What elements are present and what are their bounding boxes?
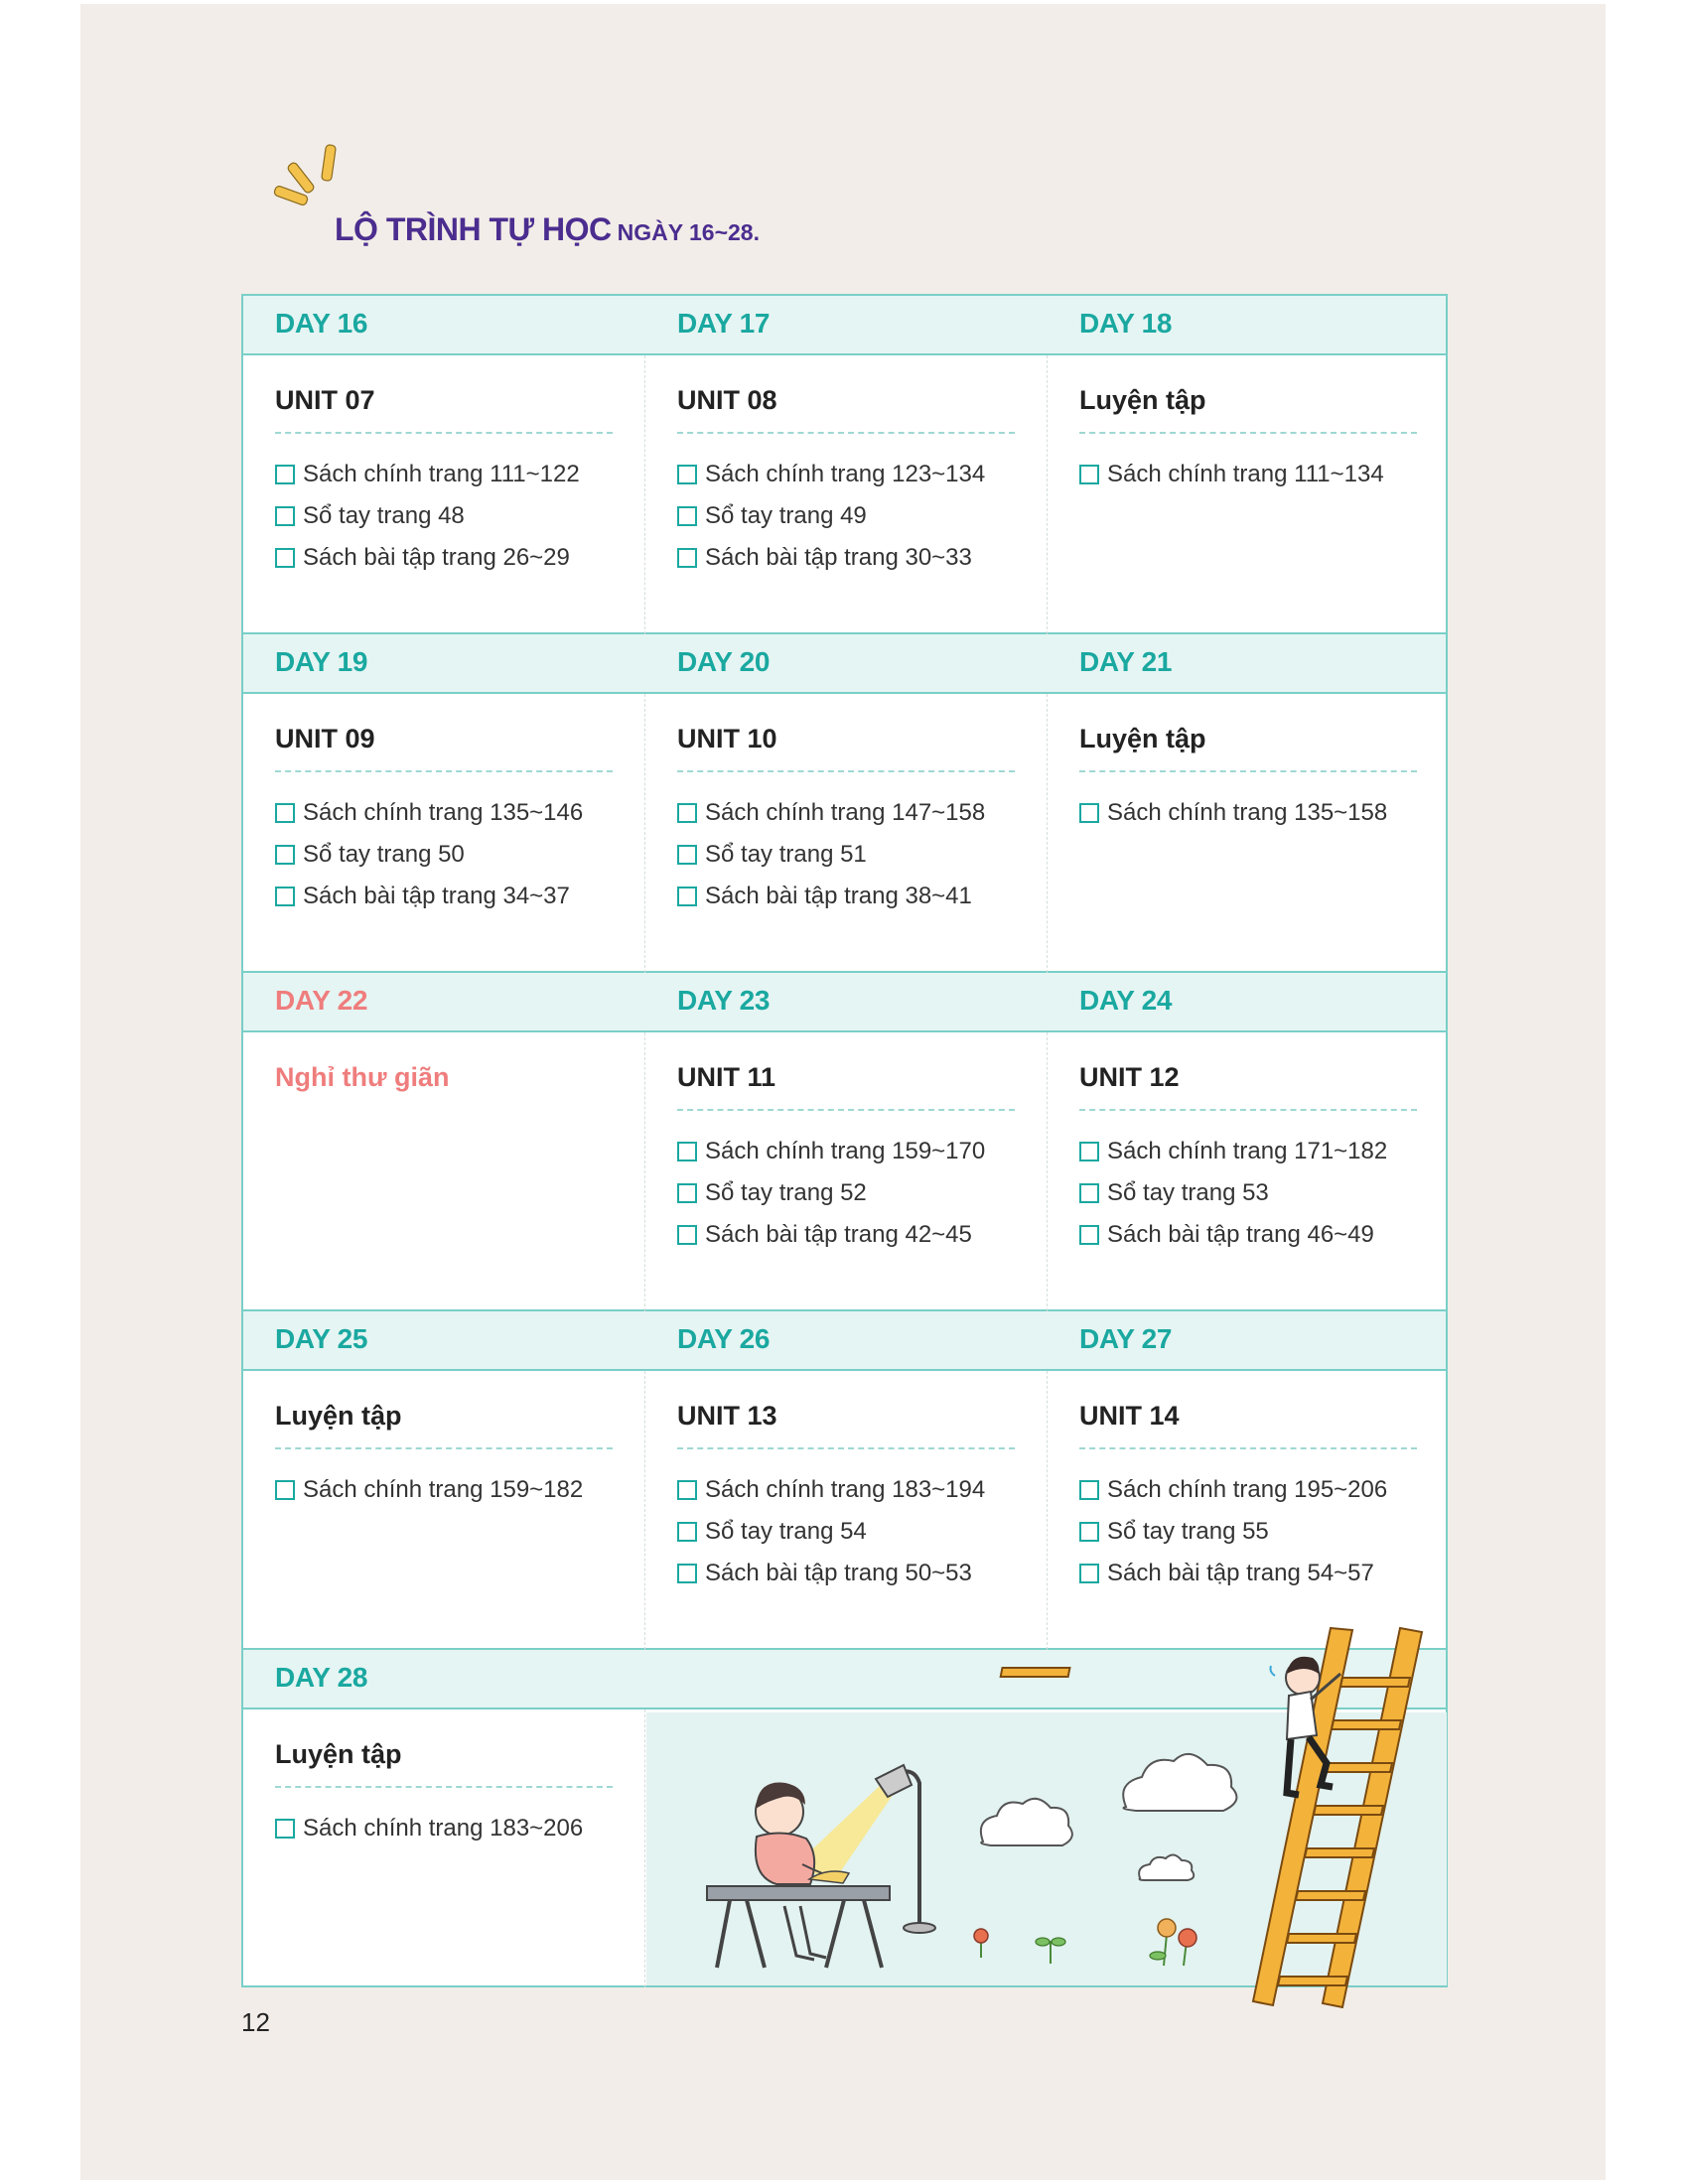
column-divider	[644, 1709, 645, 1987]
checkbox[interactable]	[275, 1480, 295, 1500]
day-cell	[645, 634, 1048, 973]
checkbox[interactable]	[1079, 1183, 1099, 1203]
checkbox[interactable]	[1079, 1225, 1099, 1245]
task-item	[275, 792, 583, 834]
task-label: Sách chính trang 135~158	[1107, 799, 1388, 826]
day-cell	[645, 973, 1048, 1311]
checkbox[interactable]	[1079, 1480, 1099, 1500]
task-label: Sách chính trang 183~194	[705, 1476, 986, 1503]
task-list	[275, 1469, 583, 1511]
day-label: DAY 18	[1079, 308, 1173, 339]
task-item	[677, 876, 985, 917]
checkbox[interactable]	[677, 887, 697, 906]
day-cell	[1048, 1311, 1450, 1650]
task-item	[1079, 1469, 1387, 1511]
day-cell	[1048, 973, 1450, 1311]
dashed-separator	[1079, 770, 1417, 772]
task-label: Sách chính trang 183~206	[303, 1815, 584, 1842]
checkbox[interactable]	[1079, 1564, 1099, 1583]
task-label: Sổ tay trang 55	[1107, 1518, 1269, 1545]
unit-title: Luyện tập	[275, 1401, 402, 1431]
checkbox[interactable]	[1079, 465, 1099, 484]
checkbox[interactable]	[677, 1522, 697, 1542]
task-label: Sách chính trang 111~122	[303, 461, 580, 487]
task-list	[275, 792, 583, 917]
task-label: Sách bài tập trang 50~53	[705, 1560, 972, 1586]
task-list	[1079, 1131, 1387, 1256]
task-item	[677, 1511, 985, 1553]
day-label: DAY 23	[677, 985, 771, 1016]
checkbox[interactable]	[275, 845, 295, 865]
dashed-separator	[1079, 432, 1417, 434]
checkbox[interactable]	[1079, 1142, 1099, 1161]
task-item	[677, 834, 985, 876]
task-item	[275, 454, 580, 495]
task-item	[677, 537, 985, 579]
task-label: Sách bài tập trang 30~33	[705, 544, 972, 571]
task-item	[275, 1469, 583, 1511]
task-label: Sách bài tập trang 42~45	[705, 1221, 972, 1248]
checkbox[interactable]	[275, 887, 295, 906]
checkbox[interactable]	[275, 465, 295, 484]
dashed-separator	[275, 1786, 613, 1788]
checkbox[interactable]	[677, 506, 697, 526]
day-label: DAY 21	[1079, 646, 1173, 677]
task-label: Sổ tay trang 50	[303, 841, 465, 868]
task-label: Sách chính trang 147~158	[705, 799, 986, 826]
dashed-separator	[677, 1109, 1015, 1111]
task-list	[275, 1808, 583, 1849]
day-cell	[243, 296, 645, 634]
illustration-area	[646, 1712, 1447, 1985]
checkbox[interactable]	[677, 465, 697, 484]
task-label: Sách chính trang 135~146	[303, 799, 584, 826]
checkbox[interactable]	[275, 506, 295, 526]
day-label: DAY 17	[677, 308, 771, 339]
day-label: DAY 24	[1079, 985, 1173, 1016]
task-item	[1079, 1511, 1387, 1553]
task-item	[1079, 1131, 1387, 1172]
dashed-separator	[275, 432, 613, 434]
dashed-separator	[677, 770, 1015, 772]
task-item	[275, 876, 583, 917]
task-item	[1079, 1172, 1387, 1214]
task-label: Sách bài tập trang 54~57	[1107, 1560, 1374, 1586]
checkbox[interactable]	[275, 1819, 295, 1839]
checkbox[interactable]	[275, 548, 295, 568]
checkbox[interactable]	[677, 845, 697, 865]
task-item	[1079, 792, 1387, 834]
task-label: Sổ tay trang 54	[705, 1518, 867, 1545]
task-label: Sổ tay trang 51	[705, 841, 867, 868]
dashed-separator	[677, 1447, 1015, 1449]
task-label: Sách chính trang 123~134	[705, 461, 986, 487]
task-item	[677, 1553, 985, 1594]
page-heading	[335, 211, 760, 251]
day-cell	[243, 1650, 645, 1988]
dashed-separator	[275, 1447, 613, 1449]
task-label: Sách chính trang 171~182	[1107, 1138, 1388, 1164]
unit-title: UNIT 12	[1079, 1062, 1180, 1092]
task-list	[1079, 1469, 1387, 1594]
task-item	[677, 792, 985, 834]
day-label: DAY 19	[275, 646, 368, 677]
task-label: Sách bài tập trang 26~29	[303, 544, 570, 571]
checkbox[interactable]	[275, 803, 295, 823]
day-cell	[1048, 296, 1450, 634]
task-item	[677, 1469, 985, 1511]
checkbox[interactable]	[1079, 1522, 1099, 1542]
task-item	[275, 495, 580, 537]
day-label: DAY 26	[677, 1323, 771, 1354]
task-item	[275, 834, 583, 876]
checkbox[interactable]	[677, 1142, 697, 1161]
day-label: DAY 27	[1079, 1323, 1173, 1354]
day-label: DAY 20	[677, 646, 771, 677]
day-cell	[243, 973, 645, 1311]
heading-main: LỘ TRÌNH TỰ HỌC	[335, 211, 612, 247]
task-label: Sổ tay trang 53	[1107, 1179, 1269, 1206]
unit-title: Luyện tập	[1079, 724, 1206, 753]
dashed-separator	[275, 770, 613, 772]
task-list	[677, 1469, 985, 1594]
day-cell	[243, 634, 645, 973]
task-item	[1079, 454, 1384, 495]
task-label: Sổ tay trang 49	[705, 502, 867, 529]
dashed-separator	[1079, 1109, 1417, 1111]
unit-title: UNIT 10	[677, 724, 777, 753]
checkbox[interactable]	[677, 1564, 697, 1583]
task-label: Sổ tay trang 52	[705, 1179, 867, 1206]
rest-day-title: Nghỉ thư giãn	[275, 1062, 450, 1092]
day-label: DAY 22	[275, 985, 368, 1016]
unit-title: Luyện tập	[1079, 385, 1206, 415]
schedule-grid	[241, 294, 1448, 1987]
task-item	[1079, 1214, 1387, 1256]
checkbox[interactable]	[677, 803, 697, 823]
task-list	[677, 792, 985, 917]
unit-title: UNIT 07	[275, 385, 375, 415]
task-item	[275, 537, 580, 579]
task-item	[677, 1131, 985, 1172]
day-label: DAY 16	[275, 308, 368, 339]
day-label: DAY 28	[275, 1662, 368, 1693]
task-label: Sổ tay trang 48	[303, 502, 465, 529]
unit-title: UNIT 13	[677, 1401, 777, 1431]
checkbox[interactable]	[677, 548, 697, 568]
page-number: 12	[241, 2007, 270, 2037]
task-item	[677, 1214, 985, 1256]
task-item	[677, 1172, 985, 1214]
task-label: Sách bài tập trang 34~37	[303, 883, 570, 909]
task-item	[677, 454, 985, 495]
day-label: DAY 25	[275, 1323, 368, 1354]
task-item	[1079, 1553, 1387, 1594]
task-list	[677, 1131, 985, 1256]
day-cell	[243, 1311, 645, 1650]
day-cell	[645, 296, 1048, 634]
task-label: Sách chính trang 159~170	[705, 1138, 986, 1164]
day-cell	[1048, 634, 1450, 973]
unit-title: UNIT 11	[677, 1062, 776, 1092]
day-cell	[645, 1311, 1048, 1650]
checkbox[interactable]	[677, 1183, 697, 1203]
task-list	[677, 454, 985, 579]
dashed-separator	[1079, 1447, 1417, 1449]
checkbox[interactable]	[677, 1480, 697, 1500]
checkbox[interactable]	[677, 1225, 697, 1245]
task-list	[1079, 792, 1387, 834]
checkbox[interactable]	[1079, 803, 1099, 823]
task-label: Sách bài tập trang 46~49	[1107, 1221, 1374, 1248]
task-label: Sách chính trang 159~182	[303, 1476, 584, 1503]
unit-title: UNIT 09	[275, 724, 375, 753]
unit-title: UNIT 14	[1079, 1401, 1180, 1431]
task-label: Sách bài tập trang 38~41	[705, 883, 972, 909]
task-item	[275, 1808, 583, 1849]
heading-sub: NGÀY 16~28.	[617, 219, 760, 245]
task-list	[1079, 454, 1384, 495]
task-label: Sách chính trang 111~134	[1107, 461, 1384, 487]
task-list	[275, 454, 580, 579]
dashed-separator	[677, 432, 1015, 434]
task-label: Sách chính trang 195~206	[1107, 1476, 1388, 1503]
task-item	[677, 495, 985, 537]
unit-title: Luyện tập	[275, 1739, 402, 1769]
unit-title: UNIT 08	[677, 385, 777, 415]
